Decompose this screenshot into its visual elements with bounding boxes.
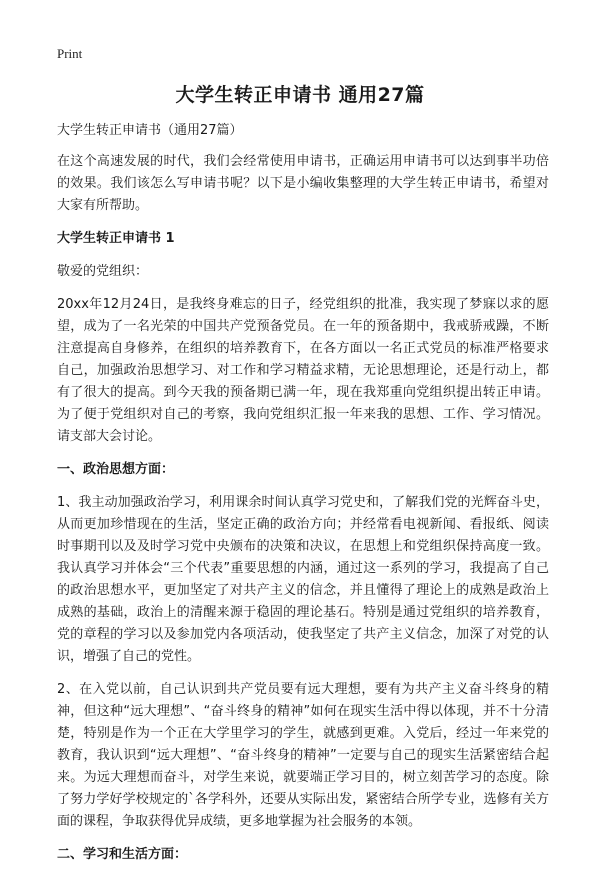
print-link[interactable]: Print <box>57 46 83 61</box>
heading-study: 二、学习和生活方面： <box>57 847 188 862</box>
document-subtitle: 大学生转正申请书（通用27篇） <box>57 123 243 138</box>
salutation: 敬爱的党组织： <box>57 264 149 279</box>
page-title: 大学生转正申请书 通用27篇 <box>175 84 425 106</box>
section-heading-1: 大学生转正申请书 1 <box>57 231 175 246</box>
body-paragraph-2: 1、我主动加强政治学习，利用课余时间认真学习党史和，了解我们党的光辉奋斗史，从而更加珍惜现在的生活，坚定正确的政治方向；并经常看电视新闻、看报纸、阅读时事期刊以及及时学习党中央颁布的决策和决议，在思想上和党组织保持高度一致。我认真学习并体会“三个代表”重要思想的内涵，通过这一系列的学习，我提高了自己的政治思想水平，更加坚定了对共产主义的信念，并且懂得了理论上的成熟是政治上成熟的基础，政治上的清醒来源于稳固的理论基石。特别是通过党组织的培养教育，党的章程的学习以及参加党内各项活动，使我坚定了共产主义信念，加深了对党的认识，增强了自己的党性。 <box>57 495 549 664</box>
intro-paragraph: 在这个高速发展的时代，我们会经常使用申请书，正确运用申请书可以达到事半功倍的效果。我们该怎么写申请书呢？以下是小编收集整理的大学生转正申请书，希望对大家有所帮助。 <box>57 154 549 213</box>
body-paragraph-1: 20xx年12月24日，是我终身难忘的日子，经党组织的批准，我实现了梦寐以求的愿望，成为了一名光荣的中国共产党预备党员。在一年的预备期中，我戒骄戒躁，不断注意提高自身修养，在组织的培养教育下，在各方面以一名正式党员的标准严格要求自己，加强政治思想学习、对工作和学习精益求精，无论思想理论，还是行动上，都有了很大的提高。到今天我的预备期已满一年，现在我郑重向党组织提出转正申请。为了便于党组织对自己的考察，我向党组织汇报一年来我的思想、工作、学习情况。请支部大会讨论。 <box>57 297 549 444</box>
heading-politics: 一、政治思想方面： <box>57 462 175 477</box>
document-body <box>57 120 549 877</box>
body-paragraph-3: 2、在入党以前，自己认识到共产党员要有远大理想，要有为共产主义奋斗终身的精神，但这种“远大理想”、“奋斗终身的精神”如何在现实生活中得以体现，并不十分清楚，特别是作为一个正在大学里学习的学生，就感到更难。入党后，经过一年来党的教育，我认识到“远大理想”、“奋斗终身的精神”一定要与自己的现实生活紧密结合起来。为远大理想而奋斗，对学生来说，就要端正学习目的，树立刻苦学习的态度。除了努力学好学校规定的`各学科外，还要从实际出发，紧密结合所学专业，选修有关方面的课程，争取获得优异成绩，更多地掌握为社会服务的本领。 <box>57 682 549 829</box>
